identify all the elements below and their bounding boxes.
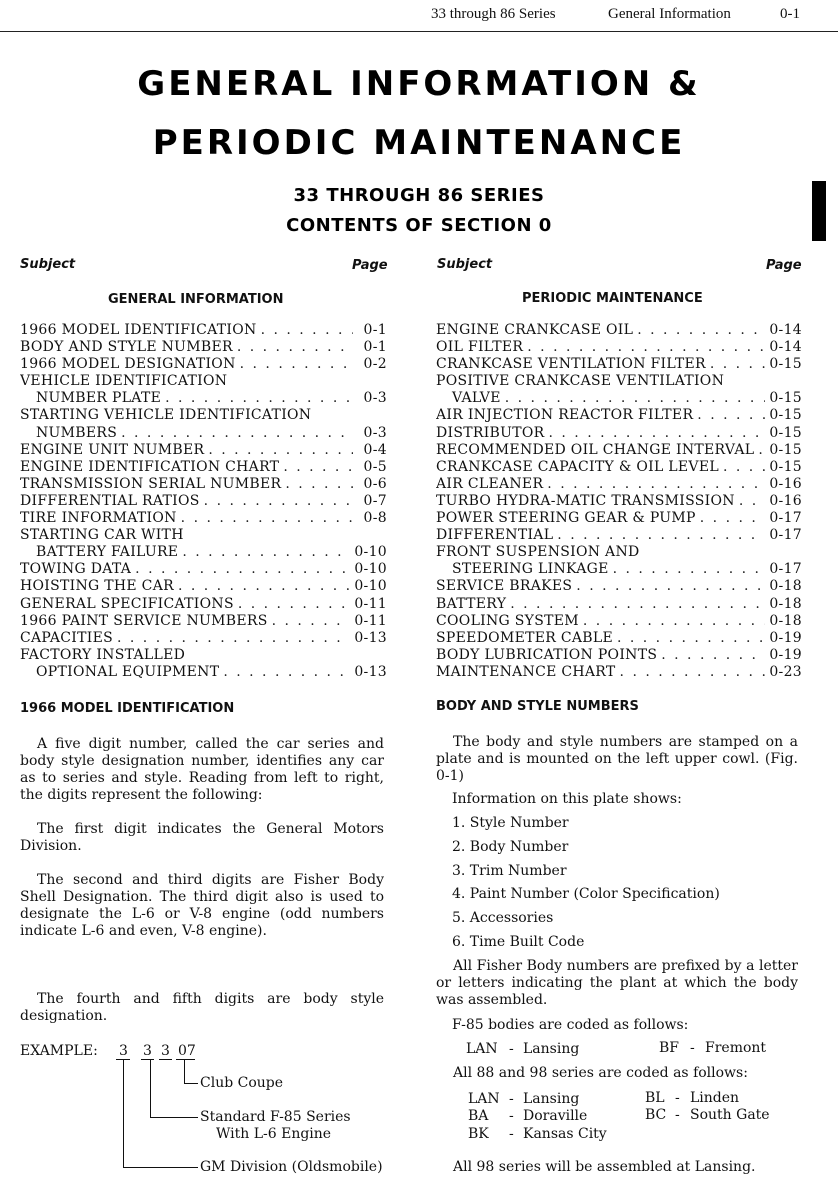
- connector-club-arm: [184, 1083, 198, 1084]
- toc-leader-dots: [710, 356, 766, 373]
- connector-division-arm: [123, 1167, 198, 1168]
- toc-entry-title: STARTING CAR WITH: [20, 527, 184, 544]
- toc-entry-page: 0-1: [363, 339, 387, 356]
- header-page-number: 0-1: [780, 6, 800, 22]
- toc-leader-dots: [700, 510, 766, 527]
- toc-entry-page: 0-15: [769, 458, 802, 475]
- toc-entry-page: 0-16: [769, 492, 802, 509]
- code: LAN: [468, 1091, 500, 1107]
- callout-division: GM Division (Oldsmobile): [200, 1159, 383, 1175]
- model-identification-paragraph-2: [20, 821, 384, 855]
- toc-entry-title: ENGINE IDENTIFICATION CHART: [20, 458, 280, 475]
- toc-leader-dots: [238, 596, 351, 613]
- toc-entry: [436, 578, 802, 595]
- code: BC: [645, 1107, 667, 1123]
- list-item: 2. Body Number: [452, 839, 569, 855]
- paragraph-text: The body and style numbers are stamped on a plate and is mounted on the left upper cowl. (Fig. 0-1): [436, 734, 798, 784]
- toc-leader-dots: [261, 322, 353, 339]
- toc-leader-dots: [182, 544, 350, 561]
- toc-entry-page: 0-17: [769, 527, 802, 544]
- toc-leader-dots: [505, 390, 766, 407]
- toc-entry: [436, 425, 802, 442]
- list-item: 3. Trim Number: [452, 863, 567, 879]
- toc-leader-dots: [240, 356, 353, 373]
- toc-leader-dots: [285, 476, 353, 493]
- header-rule: [0, 31, 838, 32]
- page-title-line-1: GENERAL INFORMATION &: [137, 64, 701, 104]
- paragraph-text: All 98 series will be assembled at Lansing.: [453, 1159, 756, 1175]
- code: BL: [645, 1090, 665, 1106]
- toc-entry: [436, 442, 802, 459]
- toc-leader-dots: [613, 561, 766, 578]
- toc-entry-title: 1966 PAINT SERVICE NUMBERS: [20, 612, 268, 629]
- toc-leader-dots: [510, 596, 765, 613]
- toc-entry: [20, 459, 387, 476]
- toc-entry-page: 0-16: [769, 475, 802, 492]
- toc-entry-page: 0-8: [363, 510, 387, 527]
- code-dash: -: [509, 1126, 514, 1142]
- toc-leader-dots: [223, 664, 350, 681]
- toc-entry-title: STARTING VEHICLE IDENTIFICATION: [20, 407, 312, 424]
- toc-entry-title: OPTIONAL EQUIPMENT: [36, 663, 220, 680]
- toc-entry-title: SERVICE BRAKES: [436, 578, 573, 595]
- code: BK: [468, 1126, 489, 1142]
- toc-entry-page: 0-19: [769, 646, 802, 663]
- toc-entry: [20, 356, 387, 373]
- connector-club: [184, 1060, 185, 1083]
- model-identification-paragraph-4: [20, 991, 384, 1025]
- toc-entry-title: FRONT SUSPENSION AND: [436, 544, 640, 561]
- code-dash: -: [675, 1090, 680, 1106]
- series-subtitle: 33 THROUGH 86 SERIES: [293, 185, 545, 206]
- toc-entry: [436, 613, 802, 630]
- toc-entry-title: RECOMMENDED OIL CHANGE INTERVAL: [436, 441, 755, 458]
- toc-entry-title: OIL FILTER: [436, 339, 524, 356]
- underline-digit-3: [159, 1059, 172, 1060]
- plate-info-intro: Information on this plate shows:: [452, 791, 682, 807]
- toc-entry-title: NUMBER PLATE: [36, 390, 162, 407]
- toc-entry-page: 0-15: [769, 441, 802, 458]
- periodic-maintenance-heading: PERIODIC MAINTENANCE: [522, 291, 703, 306]
- toc-entry-page: 0-19: [769, 629, 802, 646]
- toc-entry: [20, 476, 387, 493]
- toc-entry-title: POSITIVE CRANKCASE VENTILATION: [436, 373, 725, 390]
- connector-division: [123, 1060, 124, 1167]
- callout-series-line-1: Standard F-85 Series: [200, 1109, 351, 1125]
- toc-entry: [20, 493, 387, 510]
- code-dash: -: [675, 1107, 680, 1123]
- model-identification-paragraph-1: [20, 736, 384, 804]
- toc-entry: [20, 442, 387, 459]
- example-digit-shell-2: 3: [161, 1043, 170, 1059]
- toc-entry-title: FACTORY INSTALLED: [20, 646, 186, 663]
- toc-entry-title: BODY LUBRICATION POINTS: [436, 646, 658, 663]
- toc-entry: [436, 630, 802, 647]
- toc-entry: [20, 664, 387, 681]
- callout-club-coupe: Club Coupe: [200, 1075, 284, 1091]
- left-page-label: Page: [352, 258, 388, 273]
- toc-entry: [436, 373, 802, 390]
- code: BF: [659, 1040, 680, 1056]
- example-digit-division: 3: [119, 1043, 128, 1059]
- toc-entry-page: 0-15: [769, 356, 802, 373]
- right-page-label: Page: [766, 258, 802, 273]
- toc-leader-dots: [549, 425, 766, 442]
- code-dash: -: [690, 1040, 695, 1056]
- toc-entry-page: 0-18: [769, 612, 802, 629]
- toc-entry-title: AIR INJECTION REACTOR FILTER: [436, 407, 694, 424]
- toc-leader-dots: [758, 442, 765, 459]
- toc-entry: [20, 578, 387, 595]
- list-item: 1. Style Number: [452, 815, 569, 831]
- toc-entry: [20, 527, 387, 544]
- toc-entry: [20, 613, 387, 630]
- underline-digit-2: [141, 1059, 154, 1060]
- toc-left-list: [20, 322, 387, 681]
- code-dash: -: [509, 1091, 514, 1107]
- general-information-heading: GENERAL INFORMATION: [108, 292, 284, 307]
- plant: Doraville: [523, 1108, 588, 1124]
- plant: Kansas City: [523, 1126, 607, 1142]
- toc-entry: [436, 647, 802, 664]
- toc-entry-page: 0-10: [354, 544, 387, 561]
- toc-entry-title: COOLING SYSTEM: [436, 612, 579, 629]
- plant: Linden: [690, 1090, 740, 1106]
- toc-leader-dots: [283, 459, 353, 476]
- toc-leader-dots: [165, 390, 353, 407]
- toc-leader-dots: [620, 664, 766, 681]
- left-subject-label: Subject: [20, 257, 76, 272]
- plant: South Gate: [690, 1107, 770, 1123]
- body-style-paragraph-1: [436, 734, 798, 785]
- toc-entry-page: 0-18: [769, 578, 802, 595]
- toc-entry: [436, 356, 802, 373]
- toc-entry: [436, 322, 802, 339]
- right-subject-label: Subject: [437, 257, 493, 272]
- header-section: General Information: [608, 6, 731, 22]
- toc-entry: [20, 544, 387, 561]
- toc-leader-dots: [178, 578, 350, 595]
- example-digit-style: 07: [178, 1043, 196, 1059]
- plant: Lansing: [523, 1041, 580, 1057]
- toc-entry-page: 0-3: [363, 424, 387, 441]
- code-dash: -: [509, 1041, 514, 1057]
- toc-entry: [436, 596, 802, 613]
- toc-entry-page: 0-15: [769, 390, 802, 407]
- toc-entry-page: 0-23: [769, 663, 802, 680]
- toc-leader-dots: [117, 630, 350, 647]
- toc-leader-dots: [181, 510, 353, 527]
- model-identification-paragraph-3: [20, 872, 384, 940]
- toc-entry: [436, 561, 802, 578]
- toc-entry: [20, 596, 387, 613]
- toc-entry-page: 0-11: [354, 595, 387, 612]
- toc-entry: [20, 630, 387, 647]
- toc-leader-dots: [208, 442, 353, 459]
- toc-leader-dots: [237, 339, 353, 356]
- toc-entry-page: 0-15: [769, 407, 802, 424]
- toc-entry-page: 0-10: [354, 561, 387, 578]
- code: BA: [468, 1108, 489, 1124]
- toc-entry-title: SPEEDOMETER CABLE: [436, 629, 613, 646]
- toc-leader-dots: [135, 561, 350, 578]
- toc-entry: [20, 373, 387, 390]
- toc-entry-title: VEHICLE IDENTIFICATION: [20, 373, 228, 390]
- toc-entry: [436, 527, 802, 544]
- toc-entry-page: 0-3: [363, 390, 387, 407]
- model-identification-heading: 1966 MODEL IDENTIFICATION: [20, 701, 235, 716]
- paragraph-text: The fourth and fifth digits are body style designation.: [20, 991, 384, 1024]
- connector-series-arm: [150, 1117, 198, 1118]
- toc-entry-page: 0-14: [769, 339, 802, 356]
- list-item: 4. Paint Number (Color Specification): [452, 886, 720, 902]
- section-tab-marker: [812, 181, 826, 241]
- toc-entry-page: 0-13: [354, 629, 387, 646]
- toc-entry: [436, 459, 802, 476]
- paragraph-text: The second and third digits are Fisher Body Shell Designation. The third digit also is used to designate the L-6 or V-8 engine (odd numbers indicate L-6 and even, V-8 engine).: [20, 872, 384, 939]
- toc-entry: [436, 493, 802, 510]
- list-item: 5. Accessories: [452, 910, 554, 926]
- toc-entry-title: VALVE: [452, 390, 501, 407]
- toc-entry: [436, 339, 802, 356]
- header-series: 33 through 86 Series: [431, 6, 556, 22]
- toc-entry-title: CRANKCASE VENTILATION FILTER: [436, 356, 706, 373]
- toc-entry-title: POWER STEERING GEAR & PUMP: [436, 510, 696, 527]
- toc-entry: [436, 390, 802, 407]
- page-title-line-2: PERIODIC MAINTENANCE: [152, 123, 686, 163]
- paragraph-text: A five digit number, called the car series and body style designation number, identifies any car as to series and style. Reading from left to right, the digits represent the following:: [20, 736, 384, 803]
- toc-leader-dots: [527, 339, 765, 356]
- toc-entry-title: DISTRIBUTOR: [436, 424, 545, 441]
- code-dash: -: [509, 1108, 514, 1124]
- example-digit-shell-1: 3: [143, 1043, 152, 1059]
- toc-entry-page: 0-14: [769, 322, 802, 338]
- body-style-paragraph-6: [436, 1159, 798, 1176]
- toc-entry-title: NUMBERS: [36, 424, 118, 441]
- toc-entry: [20, 425, 387, 442]
- toc-entry-title: 1966 MODEL IDENTIFICATION: [20, 322, 257, 338]
- plant: Lansing: [523, 1091, 580, 1107]
- example-label: EXAMPLE:: [20, 1043, 98, 1059]
- toc-entry-page: 0-11: [354, 612, 387, 629]
- toc-leader-dots: [661, 647, 765, 664]
- toc-leader-dots: [697, 407, 765, 424]
- toc-entry-title: BODY AND STYLE NUMBER: [20, 339, 233, 356]
- toc-leader-dots: [739, 493, 766, 510]
- toc-entry-title: TRANSMISSION SERIAL NUMBER: [20, 475, 282, 492]
- contents-subtitle: CONTENTS OF SECTION 0: [286, 215, 552, 236]
- paragraph-text: The first digit indicates the General Motors Division.: [20, 821, 384, 854]
- toc-entry-title: TOWING DATA: [20, 561, 132, 578]
- toc-entry-page: 0-4: [363, 441, 387, 458]
- toc-entry-page: 0-17: [769, 510, 802, 527]
- toc-entry-page: 0-18: [769, 595, 802, 612]
- toc-entry: [20, 510, 387, 527]
- toc-entry-page: 0-17: [769, 561, 802, 578]
- toc-entry-title: AIR CLEANER: [436, 475, 544, 492]
- toc-leader-dots: [723, 459, 765, 476]
- toc-entry-page: 0-1: [363, 322, 387, 338]
- toc-leader-dots: [583, 613, 765, 630]
- toc-entry: [20, 407, 387, 424]
- toc-leader-dots: [617, 630, 765, 647]
- callout-series-line-2: With L-6 Engine: [216, 1126, 332, 1142]
- toc-entry-title: ENGINE UNIT NUMBER: [20, 441, 205, 458]
- toc-entry-title: TURBO HYDRA-MATIC TRANSMISSION: [436, 492, 735, 509]
- list-item: 6. Time Built Code: [452, 934, 585, 950]
- toc-entry: [436, 476, 802, 493]
- toc-entry-page: 0-5: [363, 458, 387, 475]
- toc-entry: [436, 407, 802, 424]
- toc-entry-page: 0-13: [354, 663, 387, 680]
- toc-entry: [20, 339, 387, 356]
- toc-entry: [20, 561, 387, 578]
- toc-leader-dots: [547, 476, 765, 493]
- connector-series: [150, 1060, 151, 1117]
- paragraph-text: All Fisher Body numbers are prefixed by a letter or letters indicating the plant at which the body was assembled.: [436, 958, 798, 1008]
- toc-leader-dots: [272, 613, 351, 630]
- toc-right-list: [436, 322, 802, 681]
- toc-entry: [436, 510, 802, 527]
- toc-entry-title: TIRE INFORMATION: [20, 510, 177, 527]
- toc-entry-title: MAINTENANCE CHART: [436, 663, 616, 680]
- toc-entry: [20, 322, 387, 339]
- toc-entry-page: 0-7: [363, 492, 387, 509]
- toc-leader-dots: [557, 527, 765, 544]
- toc-entry-title: BATTERY: [436, 595, 507, 612]
- toc-entry-title: HOISTING THE CAR: [20, 578, 174, 595]
- toc-leader-dots: [637, 322, 765, 339]
- f85-intro: F-85 bodies are coded as follows:: [452, 1017, 689, 1033]
- paragraph-text: All 88 and 98 series are coded as follows:: [453, 1065, 748, 1081]
- toc-entry-page: 0-6: [363, 475, 387, 492]
- toc-entry: [436, 664, 802, 681]
- toc-entry: [20, 647, 387, 664]
- toc-entry-title: BATTERY FAILURE: [36, 544, 179, 561]
- toc-entry-title: ENGINE CRANKCASE OIL: [436, 322, 634, 338]
- toc-entry-title: STEERING LINKAGE: [452, 561, 609, 578]
- toc-leader-dots: [204, 493, 353, 510]
- toc-entry-page: 0-10: [354, 578, 387, 595]
- toc-entry-title: CRANKCASE CAPACITY & OIL LEVEL: [436, 458, 719, 475]
- series-intro: [436, 1065, 798, 1082]
- body-style-paragraph-3: [436, 958, 798, 1009]
- toc-entry-page: 0-15: [769, 424, 802, 441]
- toc-leader-dots: [121, 425, 353, 442]
- body-style-heading: BODY AND STYLE NUMBERS: [436, 699, 639, 714]
- toc-entry-page: 0-2: [363, 356, 387, 373]
- toc-entry: [20, 390, 387, 407]
- toc-entry-title: DIFFERENTIAL RATIOS: [20, 492, 200, 509]
- toc-entry-title: DIFFERENTIAL: [436, 527, 554, 544]
- toc-entry-title: CAPACITIES: [20, 629, 113, 646]
- toc-entry-title: 1966 MODEL DESIGNATION: [20, 356, 236, 373]
- code: LAN: [466, 1041, 498, 1057]
- underline-digit-style: [176, 1059, 195, 1060]
- toc-leader-dots: [576, 578, 765, 595]
- toc-entry: [436, 544, 802, 561]
- toc-entry-title: GENERAL SPECIFICATIONS: [20, 595, 234, 612]
- plant: Fremont: [705, 1040, 767, 1056]
